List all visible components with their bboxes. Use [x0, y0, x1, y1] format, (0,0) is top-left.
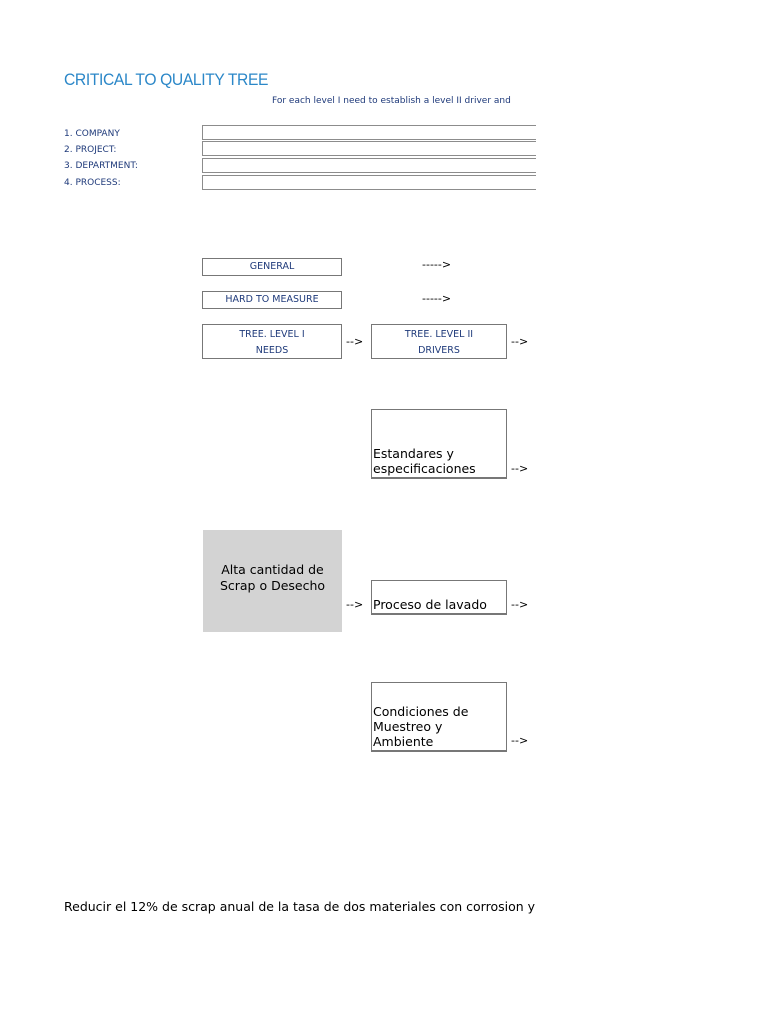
driver-text-line: Estandares y	[373, 446, 454, 461]
company-field[interactable]	[202, 125, 536, 140]
hard-to-measure-header: HARD TO MEASURE	[202, 291, 342, 309]
driver-arrow: -->	[511, 462, 529, 475]
need-arrow: -->	[346, 598, 364, 611]
driver-arrow: -->	[511, 734, 529, 747]
level2-header	[371, 324, 507, 359]
driver-box-washing	[371, 580, 507, 615]
level1-arrow: -->	[346, 335, 364, 348]
need-box	[203, 530, 342, 632]
level2-header-title: TREE. LEVEL II	[404, 329, 474, 340]
need-text-line: Scrap o Desecho	[219, 578, 326, 593]
level2-arrow: -->	[511, 335, 529, 348]
driver-text-line: especificaciones	[373, 461, 476, 476]
process-label: 4. PROCESS:	[64, 178, 121, 188]
level1-header	[202, 324, 342, 359]
driver-arrow: -->	[511, 598, 529, 611]
need-text-line: Alta cantidad de	[221, 562, 324, 577]
level1-header-title: TREE. LEVEL I	[239, 329, 305, 340]
driver-box-standards	[371, 409, 507, 479]
driver-text-line: Muestreo y	[373, 719, 443, 734]
general-header: GENERAL	[202, 258, 342, 276]
process-field[interactable]	[202, 175, 536, 190]
driver-box-conditions	[371, 682, 507, 752]
driver-text-line: Condiciones de	[373, 704, 469, 719]
level2-header-sub: DRIVERS	[418, 345, 460, 356]
driver-text-line: Ambiente	[373, 734, 434, 749]
page-title: CRITICAL TO QUALITY TREE	[64, 70, 269, 89]
instruction-text: For each level I need to establish a level II driver and	[272, 96, 511, 106]
project-field[interactable]	[202, 141, 536, 156]
driver-text-line: Proceso de lavado	[373, 597, 487, 612]
goal-statement: Reducir el 12% de scrap anual de la tasa de dos materiales con corrosion y	[64, 899, 536, 914]
department-label: 3. DEPARTMENT:	[64, 161, 138, 171]
company-label: 1. COMPANY	[64, 129, 120, 139]
level1-header-sub: NEEDS	[255, 345, 289, 356]
department-field[interactable]	[202, 158, 536, 173]
general-arrow: ----->	[422, 258, 452, 271]
project-label: 2. PROJECT:	[64, 145, 117, 155]
hard-to-measure-arrow: ----->	[422, 292, 452, 305]
